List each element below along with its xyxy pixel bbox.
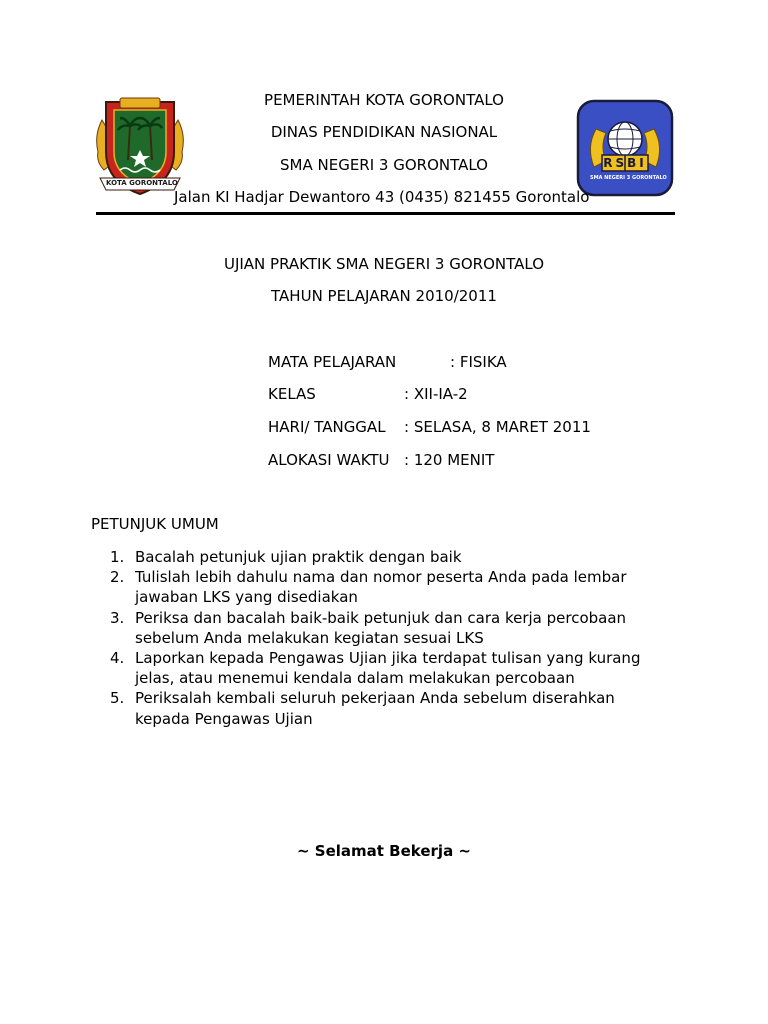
info-date-value: : SELASA, 8 MARET 2011	[404, 418, 591, 436]
list-item-text: Laporkan kepada Pengawas Ujian jika terdapat tulisan yang kurang jelas, atau menemui kendala dalam melakukan percobaan	[135, 649, 641, 688]
list-item	[110, 648, 670, 688]
rsbi-logo-text: RSBI	[603, 156, 647, 170]
list-item-text: Periksalah kembali seluruh pekerjaan Anda sebelum diserahkan kepada Pengawas Ujian	[135, 689, 615, 728]
letterhead-school: SMA NEGERI 3 GORONTALO	[280, 156, 488, 174]
list-item-number: 3.	[110, 608, 125, 627]
letterhead-address: Jalan KI Hadjar Dewantoro 43 (0435) 821455 Gorontalo	[174, 188, 590, 206]
kota-logo-text: KOTA GORONTALO	[106, 179, 178, 187]
exam-title: UJIAN PRAKTIK SMA NEGERI 3 GORONTALO	[223, 255, 545, 273]
instructions-list	[110, 547, 670, 729]
instructions-heading: PETUNJUK UMUM	[91, 515, 219, 533]
list-item-text: Tulislah lebih dahulu nama dan nomor peserta Anda pada lembar jawaban LKS yang disediakan	[135, 568, 627, 607]
info-class-value: : XII-IA-2	[404, 385, 468, 403]
list-item-number: 5.	[110, 689, 125, 708]
list-item-text: Bacalah petunjuk ujian praktik dengan baik	[135, 548, 462, 566]
list-item-text: Periksa dan bacalah baik-baik petunjuk dan cara kerja percobaan sebelum Anda melakukan kegiatan sesuai LKS	[135, 608, 627, 647]
list-item	[110, 688, 670, 728]
info-date-label: HARI/ TANGGAL	[268, 418, 386, 436]
letterhead-rule	[96, 212, 675, 215]
list-item-number: 1.	[110, 548, 125, 566]
letterhead-department: DINAS PENDIDIKAN NASIONAL	[270, 123, 498, 141]
list-item	[110, 547, 670, 567]
list-item	[110, 567, 670, 607]
list-item	[110, 608, 670, 648]
list-item-number: 2.	[110, 568, 125, 587]
info-class-label: KELAS	[268, 385, 316, 403]
closing-message: ~ Selamat Bekerja ~	[297, 842, 471, 860]
info-duration-label: ALOKASI WAKTU	[268, 451, 390, 469]
rsbi-logo-caption: SMA NEGERI 3 GORONTALO	[590, 175, 667, 181]
info-duration-value: : 120 MENIT	[404, 451, 495, 469]
list-item-number: 4.	[110, 649, 125, 668]
info-subject-value: : FISIKA	[450, 353, 507, 371]
rsbi-logo	[576, 99, 674, 197]
letterhead-government: PEMERINTAH KOTA GORONTALO	[264, 91, 504, 109]
exam-year: TAHUN PELAJARAN 2010/2011	[271, 287, 497, 305]
info-subject-label: MATA PELAJARAN	[268, 353, 397, 371]
